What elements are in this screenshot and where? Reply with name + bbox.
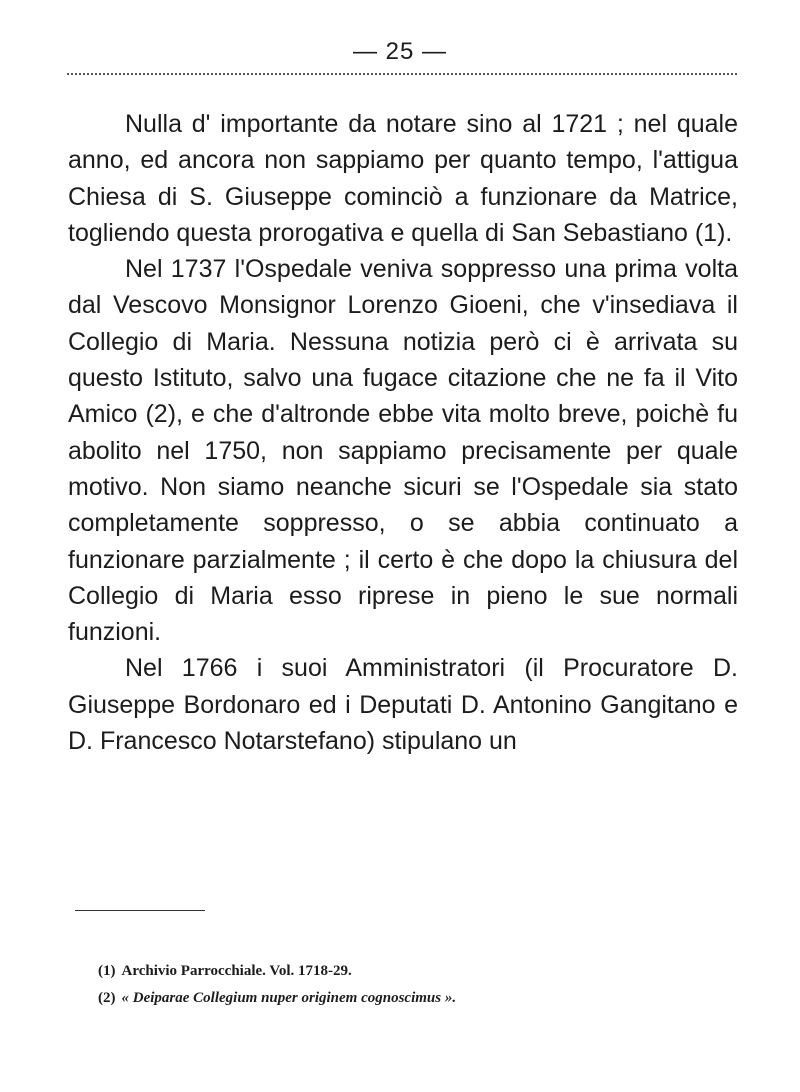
footnote-rule [75,910,205,911]
footnote-1 [98,958,738,985]
footnote-2-text: « Deiparae Collegium nuper originem cognoscimus ». [121,990,457,1006]
paragraph-2: Nel 1737 l'Ospedale veniva soppresso una prima volta dal Vescovo Monsignor Lorenzo Gioeni, che v'insediava il Collegio di Maria. Nessuna notizia però ci è arrivata su questo Istituto, salvo una fugace citazione che ne fa il Vito Amico (2), e che d'altronde ebbe vita molto breve, poichè fu abolito nel 1750, non sappiamo precisamente per quale motivo. Non siamo neanche sicuri se l'Ospedale sia stato completamente soppresso, o se abbia continuato a funzionare parzialmente ; il certo è che dopo la chiusura del Collegio di Maria esso riprese in pieno le sue normali funzioni. [68,255,738,647]
footnote-1-mark: (1) [98,963,116,979]
footnote-2-mark: (2) [98,990,116,1006]
paragraph-1: Nulla d' importante da notare sino al 1721 ; nel quale anno, ed ancora non sappiamo per quanto tempo, l'attigua Chiesa di S. Giuseppe cominciò a funzionare da Matrice, togliendo questa prorogativa e quella di San Sebastiano (1). [68,110,738,247]
header-rule [67,73,737,75]
footnotes [98,958,738,1012]
page-number: — 25 — [352,38,448,65]
body-text [68,106,738,759]
footnote-1-text: Archivio Parrocchiale. Vol. 1718-29. [121,963,352,979]
paragraph-3: Nel 1766 i suoi Amministratori (il Procuratore D. Giuseppe Bordonaro ed i Deputati D. Antonino Gangitano e D. Francesco Notarstefano) stipulano un [68,654,738,756]
footnote-2 [98,985,738,1012]
